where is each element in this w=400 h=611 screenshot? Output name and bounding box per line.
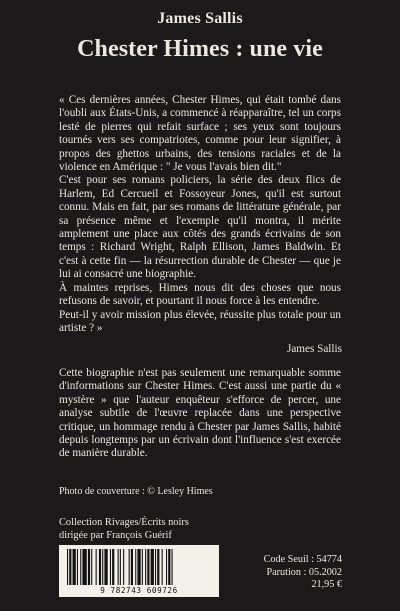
barcode-bar	[82, 549, 86, 585]
barcode-bar	[99, 549, 101, 585]
quote-paragraph: C'est pour ses romans policiers, la série des deux flics de Harlem, Ed Cercueil et Fossoyeur Jones, qu'il est surtout connu. Mais en fait, par ses romans de littérature générale, par sa présence même et l'exemple qu'il montra, il mérite amplement une place aux côtés des grands écrivains de son temps : Richard Wright, Ralph Ellison, James Baldwin. Et c'est à cette fin — la résurrection durable de Chester — que je lui ai consacré une biographie.	[59, 174, 341, 281]
barcode-bar	[104, 549, 107, 585]
isbn-barcode	[59, 545, 219, 597]
book-title: Chester Himes : une vie	[77, 36, 323, 62]
barcode-bar	[120, 549, 121, 585]
barcode-bar	[80, 549, 81, 585]
photo-credit: Photo de couverture : © Lesley Himes	[59, 486, 213, 497]
quote-paragraph: À maintes reprises, Himes nous dit des choses que nous refusons de savoir, et pourtant il nous force à les entendre.	[59, 281, 341, 308]
collection-info	[59, 517, 189, 542]
barcode-bar	[131, 549, 133, 585]
barcode-bar	[157, 549, 159, 585]
barcode-bar	[135, 549, 136, 585]
barcode-bar	[166, 549, 167, 585]
barcode-bar	[168, 549, 170, 585]
barcode-digits: 9 782743 609726	[100, 586, 178, 595]
barcode-bar	[96, 549, 97, 585]
barcode-bar	[69, 549, 71, 585]
barcode-bar	[91, 549, 92, 585]
barcode-bar	[102, 549, 103, 585]
barcode-bar	[118, 549, 119, 585]
quote-signature: James Sallis	[286, 343, 342, 355]
price: 21,95 €	[311, 579, 342, 590]
barcode-bar	[129, 549, 130, 585]
barcode-bar	[147, 549, 149, 585]
barcode-bar	[137, 549, 140, 585]
collection-editor: dirigée par François Guérif	[59, 529, 172, 541]
barcode-bar	[151, 549, 154, 585]
biography-blurb: Cette biographie n'est pas seulement une remarquable somme d'informations sur Chester Himes. C'est aussi une partie du « mystère » que l'auteur enquêteur s'efforce de percer, une analyse subtile de l'œuvre replacée dans une perspective critique, un hommage rendu à Chester par James Sallis, habité depuis longtemps par un écrivain dont l'influence s'est exercée de manière durable.	[59, 367, 341, 460]
quote-paragraph: « Ces dernières années, Chester Himes, qui était tombé dans l'oubli aux États-Unis, a commencé à réapparaître, tel un corps lesté de pierres qui refait surface ; ses yeux sont toujours tournés vers ses compatriotes, comme pour leur signifier, à propos des ghettos urbains, des tensions raciales et de la violence en Amérique : " Je vous l'avais bien dit."	[59, 94, 341, 174]
barcode-bar	[145, 549, 146, 585]
barcode-bar	[142, 549, 143, 585]
code-seuil: Code Seuil : 54774	[263, 554, 342, 565]
barcode-bar	[162, 549, 163, 585]
barcode-bar	[123, 549, 124, 585]
barcode-bar	[77, 549, 78, 585]
barcode-bar	[172, 549, 173, 585]
barcode-bar	[112, 549, 114, 585]
barcode-bar	[67, 549, 68, 585]
barcode-bar	[110, 549, 111, 585]
collection-name: Collection Rivages/Écrits noirs	[59, 517, 189, 528]
pricing-info	[264, 554, 342, 592]
barcode-bar	[73, 549, 76, 585]
author-quote	[59, 94, 341, 335]
parution-date: Parution : 05.2002	[266, 566, 342, 578]
quote-paragraph: Peut-il y avoir mission plus élevée, réussite plus totale pour un artiste ? »	[59, 308, 341, 334]
barcode-bar	[155, 549, 156, 585]
barcode-bar	[88, 549, 90, 585]
author-name: James Sallis	[157, 10, 243, 27]
